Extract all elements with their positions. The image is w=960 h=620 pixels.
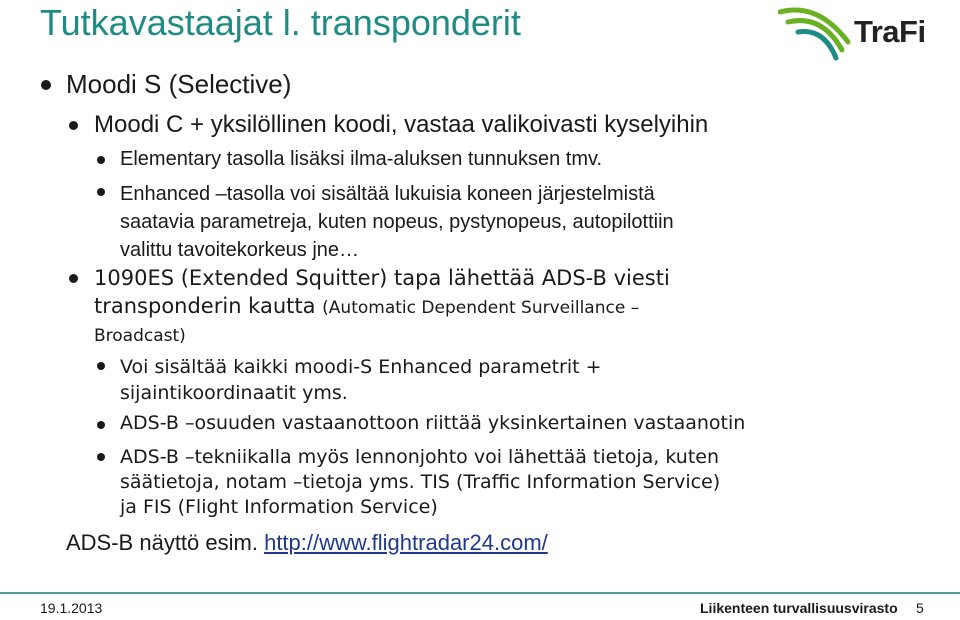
bullet-text: Moodi C + yksilöllinen koodi, vastaa valikoivasti kyselyihin	[94, 111, 709, 138]
bullet-text-line: Voi sisältää kaikki moodi-S Enhanced parametrit +	[120, 356, 602, 378]
bullet-text-line: Enhanced –tasolla voi sisältää lukuisia koneen järjestelmistä	[120, 183, 655, 205]
bullet-moodi-s	[66, 70, 291, 100]
bullet-text: ADS-B –osuuden vastaanottoon riittää yksinkertainen vastaanotin	[120, 412, 746, 434]
bullet-text-line: Broadcast)	[94, 326, 186, 346]
bullet-enhanced	[120, 180, 674, 264]
example-text: ADS-B näyttö esim.	[66, 530, 258, 555]
bullet-text: Moodi S (Selective)	[66, 69, 292, 99]
bullet-text-line: valittu tavoitekorkeus jne…	[120, 239, 360, 261]
footer-divider	[0, 592, 960, 594]
bullet-text: Elementary tasolla lisäksi ilma-aluksen tunnuksen tmv.	[120, 148, 603, 170]
bullet-text-line: ja FIS (Flight Information Service)	[120, 496, 438, 518]
bullet-text-small: (Automatic Dependent Surveillance –	[322, 298, 640, 318]
bullet-text-line: säätietoja, notam –tietoja yms. TIS (Traffic Information Service)	[120, 471, 721, 493]
bullet-1090es	[94, 264, 670, 350]
footer-date: 19.1.2013	[40, 600, 103, 616]
bullet-moodi-c	[94, 111, 708, 139]
bullet-text-line: saatavia parametreja, kuten nopeus, pystynopeus, autopilottiin	[120, 211, 674, 233]
example-line	[66, 530, 548, 556]
bullet-ads-b-vastaanotin	[120, 413, 745, 435]
bullet-text-line: 1090ES (Extended Squitter) tapa lähettää ADS-B viesti	[94, 266, 670, 290]
flightradar-link[interactable]: http://www.flightradar24.com/	[264, 530, 548, 555]
bullet-text-line	[94, 292, 670, 322]
bullet-elementary	[120, 148, 602, 171]
bullet-text-main: transponderin kautta	[94, 294, 316, 318]
trafi-logo-text: TraFi	[854, 14, 926, 49]
bullet-text-line: ADS-B –tekniikalla myös lennonjohto voi lähettää tietoja, kuten	[120, 446, 720, 468]
page-number: 5	[916, 600, 924, 616]
bullet-ads-b-lennonjohto	[120, 445, 720, 520]
bullet-moodi-s-parametrit	[120, 354, 602, 406]
footer-organization: Liikenteen turvallisuusvirasto	[700, 600, 898, 616]
bullet-text-line: sijaintikoordinaatit yms.	[120, 382, 348, 404]
slide-title: Tutkavastaajat l. transponderit	[40, 2, 521, 43]
